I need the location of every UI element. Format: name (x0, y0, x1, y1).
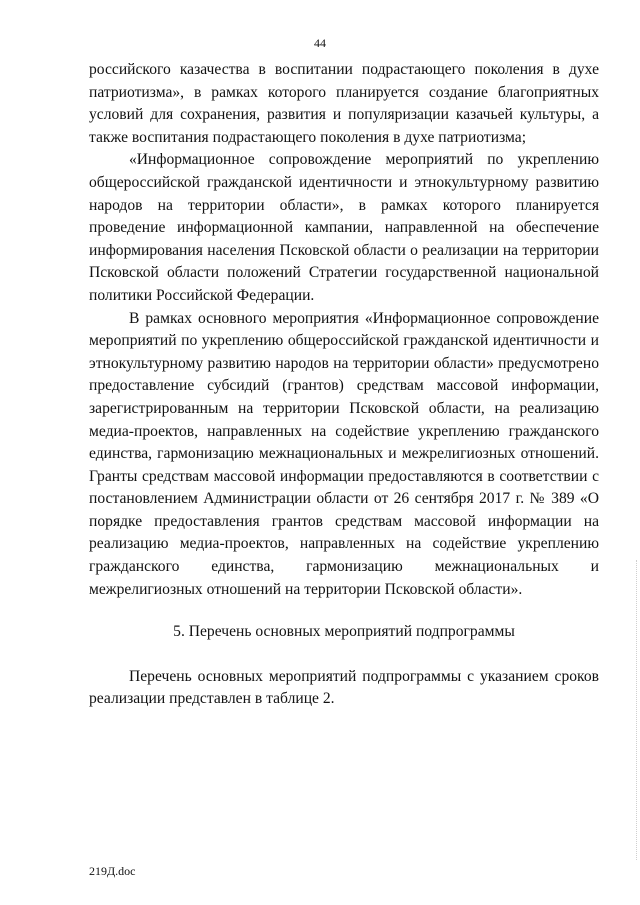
paragraph-grants: В рамках основного мероприятия «Информационное сопровождение мероприятий по укреплению общероссийской гражданской идентичности и этнокультурному развитию народов на территории области» предусмотрено предоставление субсидий (грантов) средствам массовой информации, зарегистрированным на территории Псковской области, на реализацию медиа-проектов, направленных на содействие укреплению гражданского единства, гармонизацию межнациональных и межрелигиозных отношений. Гранты средствам массовой информации предоставляются в соответствии с постановлением Администрации области от 26 сентября 2017 г. № 389 «О порядке предоставления грантов средствам массовой информации на реализацию медиа-проектов, направленных на содействие укреплению гражданского единства, гармонизацию межнациональных и межрелигиозных отношений на территории Псковской области». (89, 309, 599, 598)
page-number: 44 (314, 36, 326, 50)
paragraph-section-5: Перечень основных мероприятий подпрограммы с указанием сроков реализации представлен в таблице 2. (89, 667, 599, 708)
document-body (89, 59, 599, 711)
paragraph-continued: российского казачества в воспитании подрастающего поколения в духе патриотизма», в рамках которого планируется создание благоприятных условий для сохранения, развития и популяризации казачьей культуры, а также воспитания подрастающего поколения в духе патриотизма; (89, 61, 599, 146)
scan-edge-marks (635, 560, 637, 860)
footer-filename: 219Д.doc (89, 864, 136, 878)
section-heading: 5. Перечень основных мероприятий подпрограммы (173, 623, 515, 641)
paragraph-info-support: «Информационное сопровождение мероприятий по укреплению общероссийской гражданской идентичности и этнокультурному развитию народов на территории области», в рамках которого планируется проведение информационной кампании, направленной на обеспечение информирования населения Псковской области о реализации на территории Псковской области положений Стратегии государственной национальной политики Российской Федерации. (89, 151, 599, 304)
